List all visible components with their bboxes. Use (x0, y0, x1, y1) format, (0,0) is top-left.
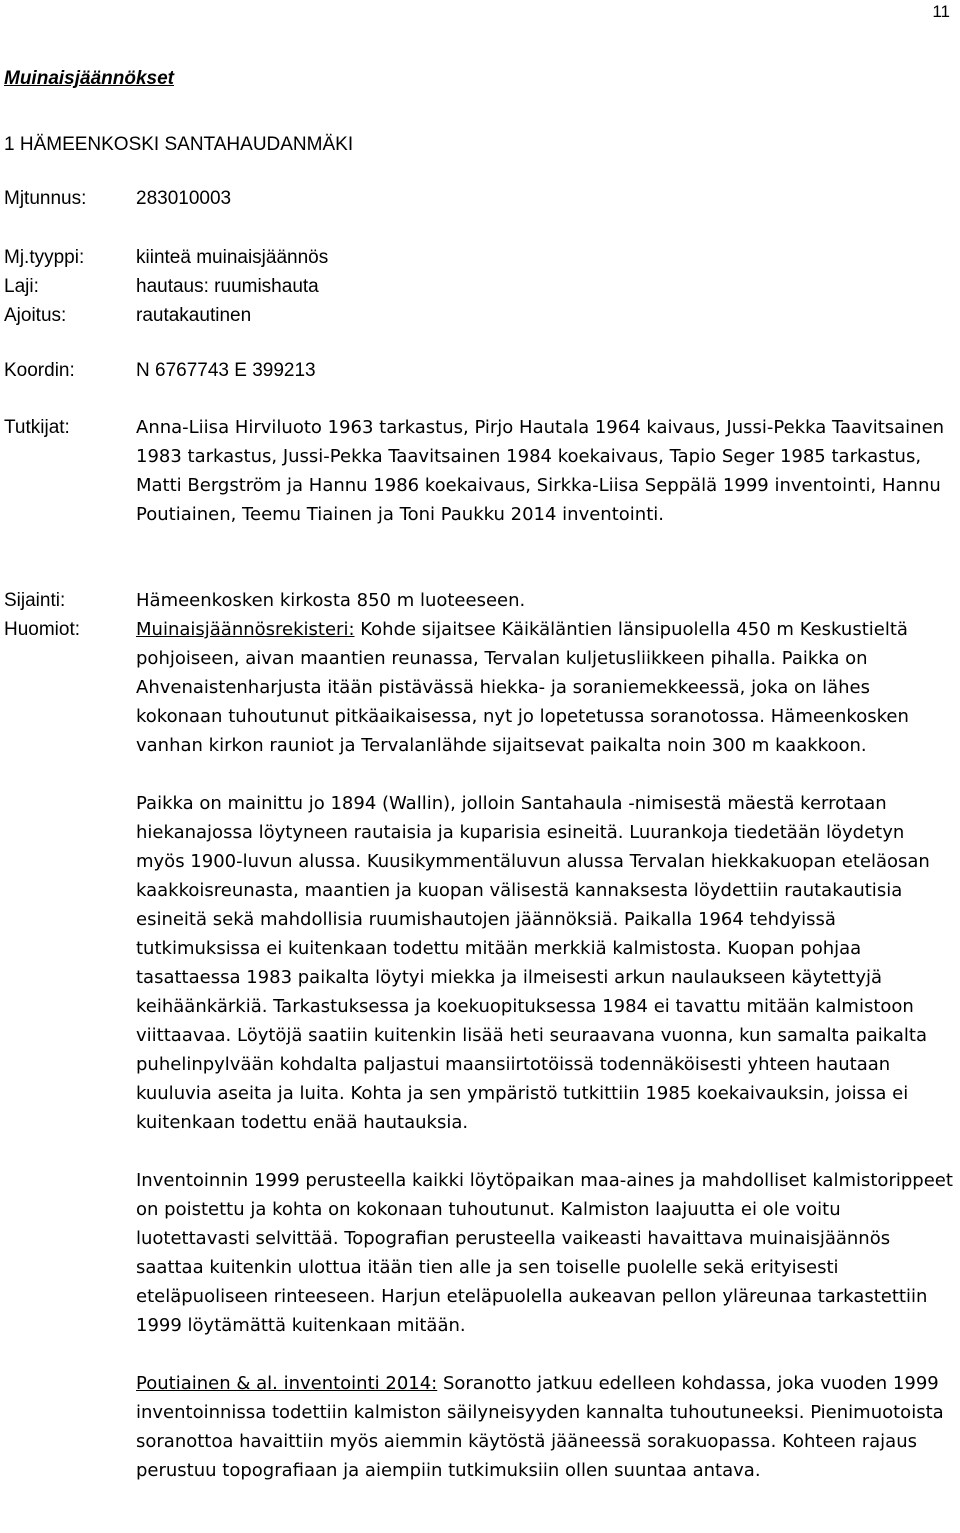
mjtunnus-value: 283010003 (136, 188, 232, 209)
huomiot-body (136, 615, 954, 1485)
tutkijat-value: Anna-Liisa Hirviluoto 1963 tarkastus, Pirjo Hautala 1964 kaivaus, Jussi-Pekka Taavitsainen 1983 tarkastus, Jussi-Pekka Taavitsainen 1984 koekaivaus, Tapio Seger 1985 tarkastus, Matti Bergström ja Hannu 1986 koekaivaus, Sirkka-Liisa Seppälä 1999 inventointi, Hannu Poutiainen, Teemu Tiainen ja Toni Paukku 2014 inventointi. (136, 417, 945, 525)
mjtyyppi-value: kiinteä muinaisjäännös (136, 247, 329, 268)
site-title: 1 HÄMEENKOSKI SANTAHAUDANMÄKI (4, 134, 354, 155)
huomiot-label: Huomiot: (4, 619, 81, 640)
huomiot-paragraph-1-text: Kohde sijaitsee Käikäläntien länsipuolella 450 m Keskustieltä pohjoiseen, aivan maantien reunassa, Tervalan kuljetusliikkeen pihalla. Paikka on Ahvenaistenharjusta itään pistävässä hiekka- ja soraniemekkeessä, joka on lähes kokonaan tuhoutunut pitkäaikaisessa, nyt jo lopetetussa soranotossa. Hämeenkosken vanhan kirkon rauniot ja Tervalanlähde sijaitsevat paikalta noin 300 m kaakkoon. (136, 619, 909, 756)
sijainti-label: Sijainti: (4, 590, 66, 611)
sijainti-value: Hämeenkosken kirkosta 850 m luoteeseen. (136, 590, 526, 611)
muinaisjaannosrekisteri-link: Muinaisjäännösrekisteri: (136, 619, 355, 640)
poutiainen-inventointi-link: Poutiainen & al. inventointi 2014: (136, 1373, 438, 1394)
tutkijat-label: Tutkijat: (4, 417, 70, 438)
laji-label: Laji: (4, 276, 39, 297)
ajoitus-value: rautakautinen (136, 305, 252, 326)
page-number: 11 (932, 2, 950, 21)
huomiot-paragraph-2: Paikka on mainittu jo 1894 (Wallin), jolloin Santahaula -nimisestä mäestä kerrotaan hiekanajossa löytyneen rautaisia ja kuparisia esineitä. Luurankoja tiedetään löydetyn myös 1900-luvun alussa. Kuusikymmentäluvun alussa Tervalan hiekkakuopan eteläosan kaakkoisreunasta, maantien ja kuopan välisestä kannaksesta löydettiin rautakautisia esineitä sekä mahdollisia ruumishautojen jäännöksiä. Paikalla 1964 tehdyissä tutkimuksissa ei kuitenkaan todettu mitään merkkiä kalmistosta. Kuopan pohjaa tasattaessa 1983 paikalta löytyi miekka ja ilmeisesti arkun naulaukseen käytettyjä keihäänkärkiä. Tarkastuksessa ja koekuopituksessa 1984 ei tavattu mitään kalmistoon viittaavaa. Löytöjä saatiin kuitenkin lisää heti seuraavana vuonna, kun samalta paikalta puhelinpylvään kohdalta paljastui maansiirtotöissä todennäköisesti yhteen hautaan kuuluvia aseita ja luita. Kohta ja sen ympäristö tutkittiin 1985 koekaivauksin, joissa ei kuitenkaan todettu enää hautauksia. (136, 793, 930, 1133)
section-title: Muinaisjäännökset (4, 68, 174, 89)
huomiot-paragraph-1 (136, 615, 954, 760)
koordin-label: Koordin: (4, 360, 75, 381)
koordin-value: N 6767743 E 399213 (136, 360, 316, 381)
huomiot-paragraph-3: Inventoinnin 1999 perusteella kaikki löytöpaikan maa-aines ja mahdolliset kalmistorippeet on poistettu ja kohta on kokonaan tuhoutunut. Kalmiston laajuutta ei ole voitu luotettavasti selvittää. Topografian perusteella vaikeasti havaittava muinaisjäännös saattaa kuitenkin ulottua itään tien alle ja sen toiselle puolelle sekä erityisesti eteläpuoliseen rinteeseen. Harjun eteläpuolella aukeavan pellon yläreunaa tarkastettiin 1999 löytämättä kuitenkaan mitään. (136, 1170, 953, 1336)
huomiot-paragraph-4 (136, 1369, 954, 1485)
mjtunnus-label: Mjtunnus: (4, 188, 87, 209)
laji-value: hautaus: ruumishauta (136, 276, 319, 297)
ajoitus-label: Ajoitus: (4, 305, 67, 326)
mjtyyppi-label: Mj.tyyppi: (4, 247, 85, 268)
huomiot-paragraph-4-text: Soranotto jatkuu edelleen kohdassa, joka vuoden 1999 inventoinnissa todettiin kalmiston säilyneisyyden kannalta tuhoutuneeksi. Pienimuotoista soranottoa havaittiin myös aiemmin käytöstä jääneessä sorakuopassa. Kohteen rajaus perustuu topografiaan ja aiempiin tutkimuksiin ollen suuntaa antava. (136, 1373, 944, 1481)
